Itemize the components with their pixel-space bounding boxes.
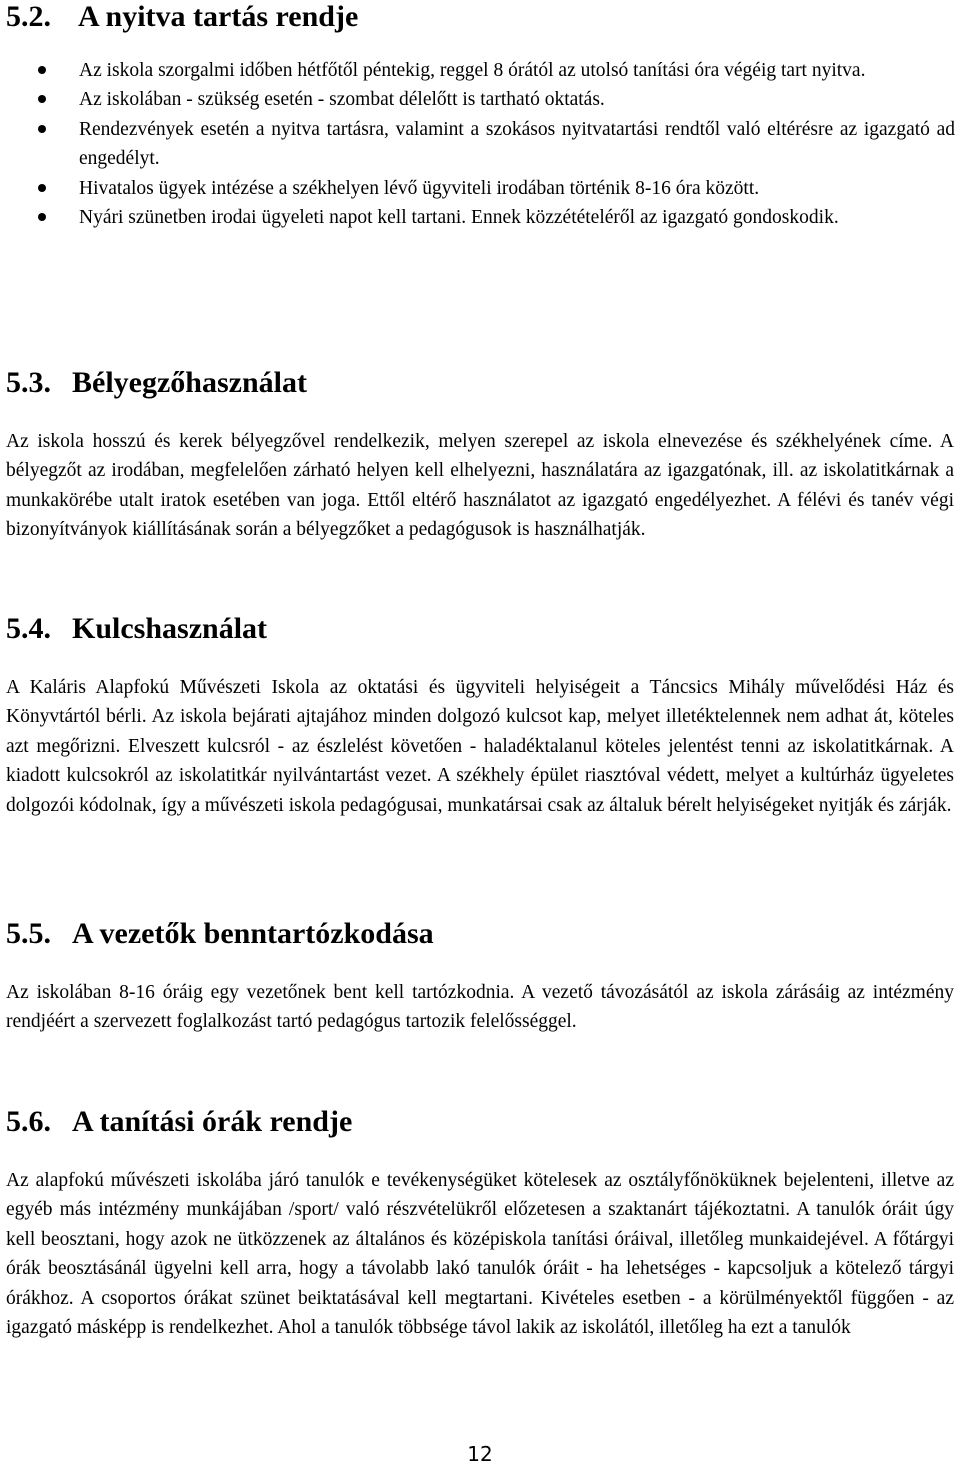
section-heading-5-4 — [6, 612, 267, 646]
section-paragraph-5-6: Az alapfokú művészeti iskolába járó tanulók e tevékenységüket kötelesek az osztályfőnöküknek bejelenteni, illetve az egyéb más intézmény munkájában /sport/ való részvételükről előzetesen a szaktanárt tájékoztatni. A tanulók óráit úgy kell beosztani, hogy azok ne ütközzenek az általános és középiskola tanítási óráival, illetőleg munkaidejével. A főtárgyi órák beosztásánál ügyelni kell arra, hogy a távolabb lakó tanulók óráit - ha lehetséges - kapcsoljuk a kötelező tárgyi órákhoz. A csoportos órákat szünet beiktatásával kell megtartani. Kivételes esetben - a körülményektől függően - az igazgató másképp is rendelkezhet. Ahol a tanulók többsége távol lakik az iskolától, illetőleg ha ezt a tanulók — [6, 1170, 954, 1339]
section-title: A tanítási órák rendje — [72, 1105, 353, 1138]
section-number: 5.2. — [6, 0, 51, 33]
list-item — [0, 174, 955, 203]
section-heading-5-2 — [6, 0, 358, 34]
bullet-icon — [38, 95, 46, 103]
section-number: 5.4. — [6, 612, 51, 645]
bullet-icon — [38, 66, 46, 74]
list-item-text: Az iskolában - szükség esetén - szombat délelőtt is tartható oktatás. — [79, 89, 605, 111]
section-title: A vezetők benntartózkodása — [72, 917, 434, 950]
page-number: 12 — [467, 1442, 493, 1466]
section-title: Kulcshasználat — [72, 612, 268, 645]
bullet-icon — [38, 184, 46, 192]
opening-hours-list — [0, 56, 960, 232]
section-number: 5.5. — [6, 917, 51, 950]
section-title: A nyitva tartás rendje — [78, 0, 359, 33]
section-number: 5.6. — [6, 1105, 51, 1138]
list-item — [0, 85, 955, 114]
list-item — [0, 203, 955, 232]
list-item-text: Nyári szünetben irodai ügyeleti napot kell tartani. Ennek közzétételéről az igazgató gondoskodik. — [79, 207, 839, 229]
bullet-icon — [38, 125, 46, 133]
section-heading-5-3 — [6, 366, 307, 400]
section-paragraph-5-5: Az iskolában 8-16 óráig egy vezetőnek bent kell tartózkodnia. A vezető távozásától az iskola zárásáig az intézmény rendjéért a szervezett foglalkozást tartó pedagógus tartozik felelősséggel. — [6, 982, 954, 1033]
section-number: 5.3. — [6, 366, 51, 399]
list-item-text: Az iskola szorgalmi időben hétfőtől péntekig, reggel 8 órától az utolsó tanítási óra végéig tart nyitva. — [79, 60, 866, 81]
list-item — [0, 56, 955, 85]
section-heading-5-6 — [6, 1105, 352, 1139]
list-item — [0, 115, 955, 174]
section-paragraph-5-4: A Kaláris Alapfokú Művészeti Iskola az oktatási és ügyviteli helyiségeit a Táncsics Mihály művelődési Ház és Könyvtártól bérli. Az iskola bejárati ajtajához minden dolgozó kulcsot kap, melyet illetéktelennek nem adhat át, köteles azt megőrizni. Elveszett kulcsról - az észlelést követően - haladéktalanul köteles jelentést tenni az iskolatitkárnak. A kiadott kulcsokról az iskolatitkár nyilvántartást vezet. A székhely épület riasztóval védett, melyet a kultúrház ügyeletes dolgozói kódolnak, így a művészeti iskola pedagógusai, munkatársai csak az általuk bérelt helyiségeket nyitják és zárják. — [6, 677, 954, 816]
section-heading-5-5 — [6, 917, 434, 951]
section-paragraph-5-3: Az iskola hosszú és kerek bélyegzővel rendelkezik, melyen szerepel az iskola elnevezése és székhelyének címe. A bélyegzőt az irodában, megfelelően zárható helyen kell elhelyezni, használatára az igazgatónak, ill. az iskolatitkárnak a munkakörébe utalt iratok esetében van joga. Ettől eltérő használatot az igazgató engedélyezhet. A félévi és tanév végi bizonyítványok kiállításának során a bélyegzőket a pedagógusok is használhatják. — [6, 431, 954, 541]
list-item-text: Rendezvények esetén a nyitva tartásra, valamint a szokásos nyitvatartási rendtől való eltérésre az igazgató ad engedélyt. — [79, 118, 955, 170]
list-item-text: Hivatalos ügyek intézése a székhelyen lévő ügyviteli irodában történik 8-16 óra között. — [79, 177, 760, 199]
bullet-icon — [38, 213, 46, 221]
section-title: Bélyegzőhasználat — [72, 366, 307, 399]
